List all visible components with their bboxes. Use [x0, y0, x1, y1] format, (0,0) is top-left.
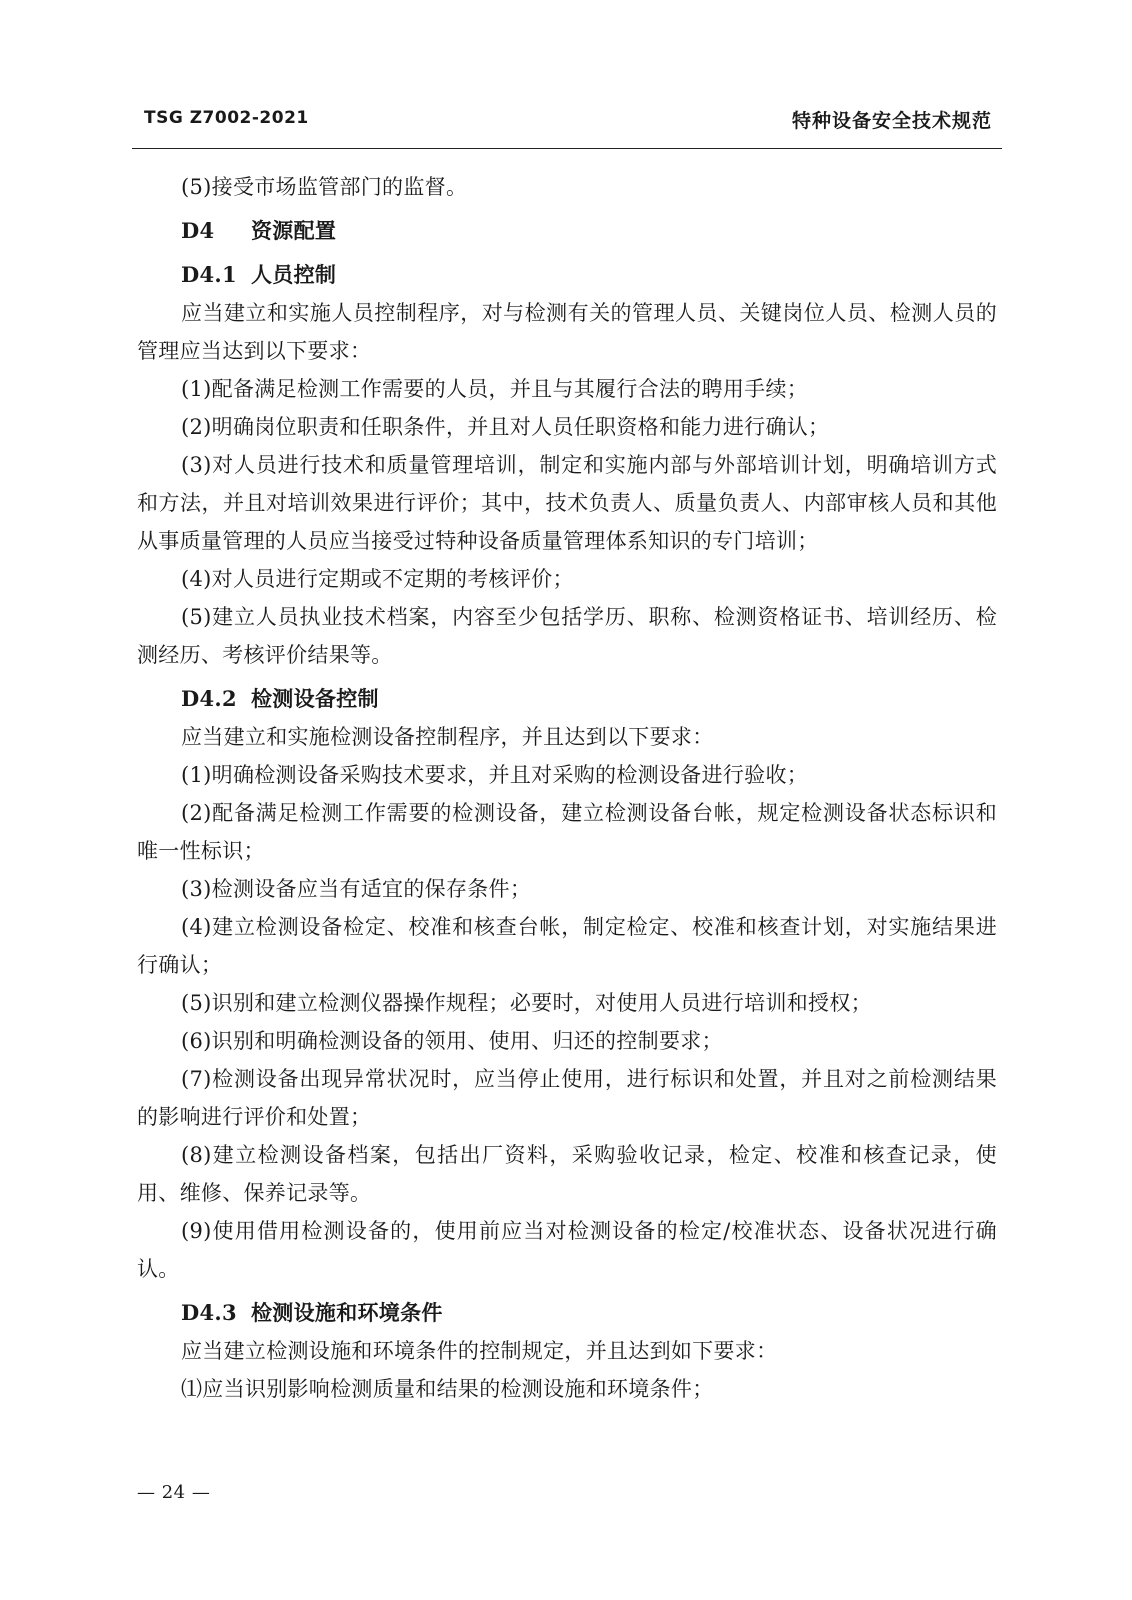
section-heading: [137, 680, 997, 718]
paragraph: 应当建立和实施检测设备控制程序，并且达到以下要求：: [181, 725, 714, 749]
page-number: — 24 —: [137, 1482, 211, 1503]
section-title: 资源配置: [251, 218, 337, 243]
section-number: D4.3: [181, 1300, 237, 1325]
paragraph: (3)对人员进行技术和质量管理培训，制定和实施内部与外部培训计划，明确培训方式和方法，并且对培训效果进行评价；其中，技术负责人、质量负责人、内部审核人员和其他从事质量管理的人员应当接受过特种设备质量管理体系知识的专门培训；: [137, 453, 997, 553]
paragraph: ⑴应当识别影响检测质量和结果的检测设施和环境条件；: [181, 1377, 714, 1401]
paragraph: (1)明确检测设备采购技术要求，并且对采购的检测设备进行验收；: [181, 763, 809, 787]
paragraph: (4)建立检测设备检定、校准和核查台帐，制定检定、校准和核查计划，对实施结果进行确认；: [137, 915, 997, 977]
section-title: 人员控制: [251, 262, 337, 287]
paragraph: (3)检测设备应当有适宜的保存条件；: [181, 877, 532, 901]
section-title: 检测设施和环境条件: [251, 1300, 443, 1325]
paragraph: (5)建立人员执业技术档案，内容至少包括学历、职称、检测资格证书、培训经历、检测经历、考核评价结果等。: [137, 605, 997, 667]
paragraph: 应当建立和实施人员控制程序，对与检测有关的管理人员、关键岗位人员、检测人员的管理应当达到以下要求：: [137, 301, 997, 363]
paragraph: (2)明确岗位职责和任职条件，并且对人员任职资格和能力进行确认；: [181, 415, 830, 439]
paragraph: (4)对人员进行定期或不定期的考核评价；: [181, 567, 574, 591]
paragraph: (1)配备满足检测工作需要的人员，并且与其履行合法的聘用手续；: [181, 377, 809, 401]
document-body: [137, 168, 997, 1408]
section-number: D4: [181, 218, 215, 243]
section-heading: [137, 1294, 997, 1332]
paragraph: (5)识别和建立检测仪器操作规程；必要时，对使用人员进行培训和授权；: [181, 991, 872, 1015]
header-rule: [132, 148, 1002, 149]
section-heading: [137, 212, 997, 250]
paragraph: (6)识别和明确检测设备的领用、使用、归还的控制要求；: [181, 1029, 723, 1053]
paragraph: (9)使用借用检测设备的，使用前应当对检测设备的检定/校准状态、设备状况进行确认。: [137, 1219, 997, 1281]
page-header: [132, 100, 1002, 140]
section-number: D4.2: [181, 686, 237, 711]
paragraph: (7)检测设备出现异常状况时，应当停止使用，进行标识和处置，并且对之前检测结果的影响进行评价和处置；: [137, 1067, 997, 1129]
regulation-category: 特种设备安全技术规范: [791, 110, 992, 132]
paragraph: (5)接受市场监管部门的监督。: [181, 175, 468, 199]
paragraph: (2)配备满足检测工作需要的检测设备，建立检测设备台帐，规定检测设备状态标识和唯一性标识；: [137, 801, 997, 863]
paragraph: (8)建立检测设备档案，包括出厂资料，采购验收记录，检定、校准和核查记录，使用、维修、保养记录等。: [137, 1143, 997, 1205]
section-number: D4.1: [181, 262, 237, 287]
standard-code: TSG Z7002-2021: [144, 108, 309, 128]
section-heading: [137, 256, 997, 294]
section-title: 检测设备控制: [251, 686, 379, 711]
paragraph: 应当建立检测设施和环境条件的控制规定，并且达到如下要求：: [181, 1339, 778, 1363]
